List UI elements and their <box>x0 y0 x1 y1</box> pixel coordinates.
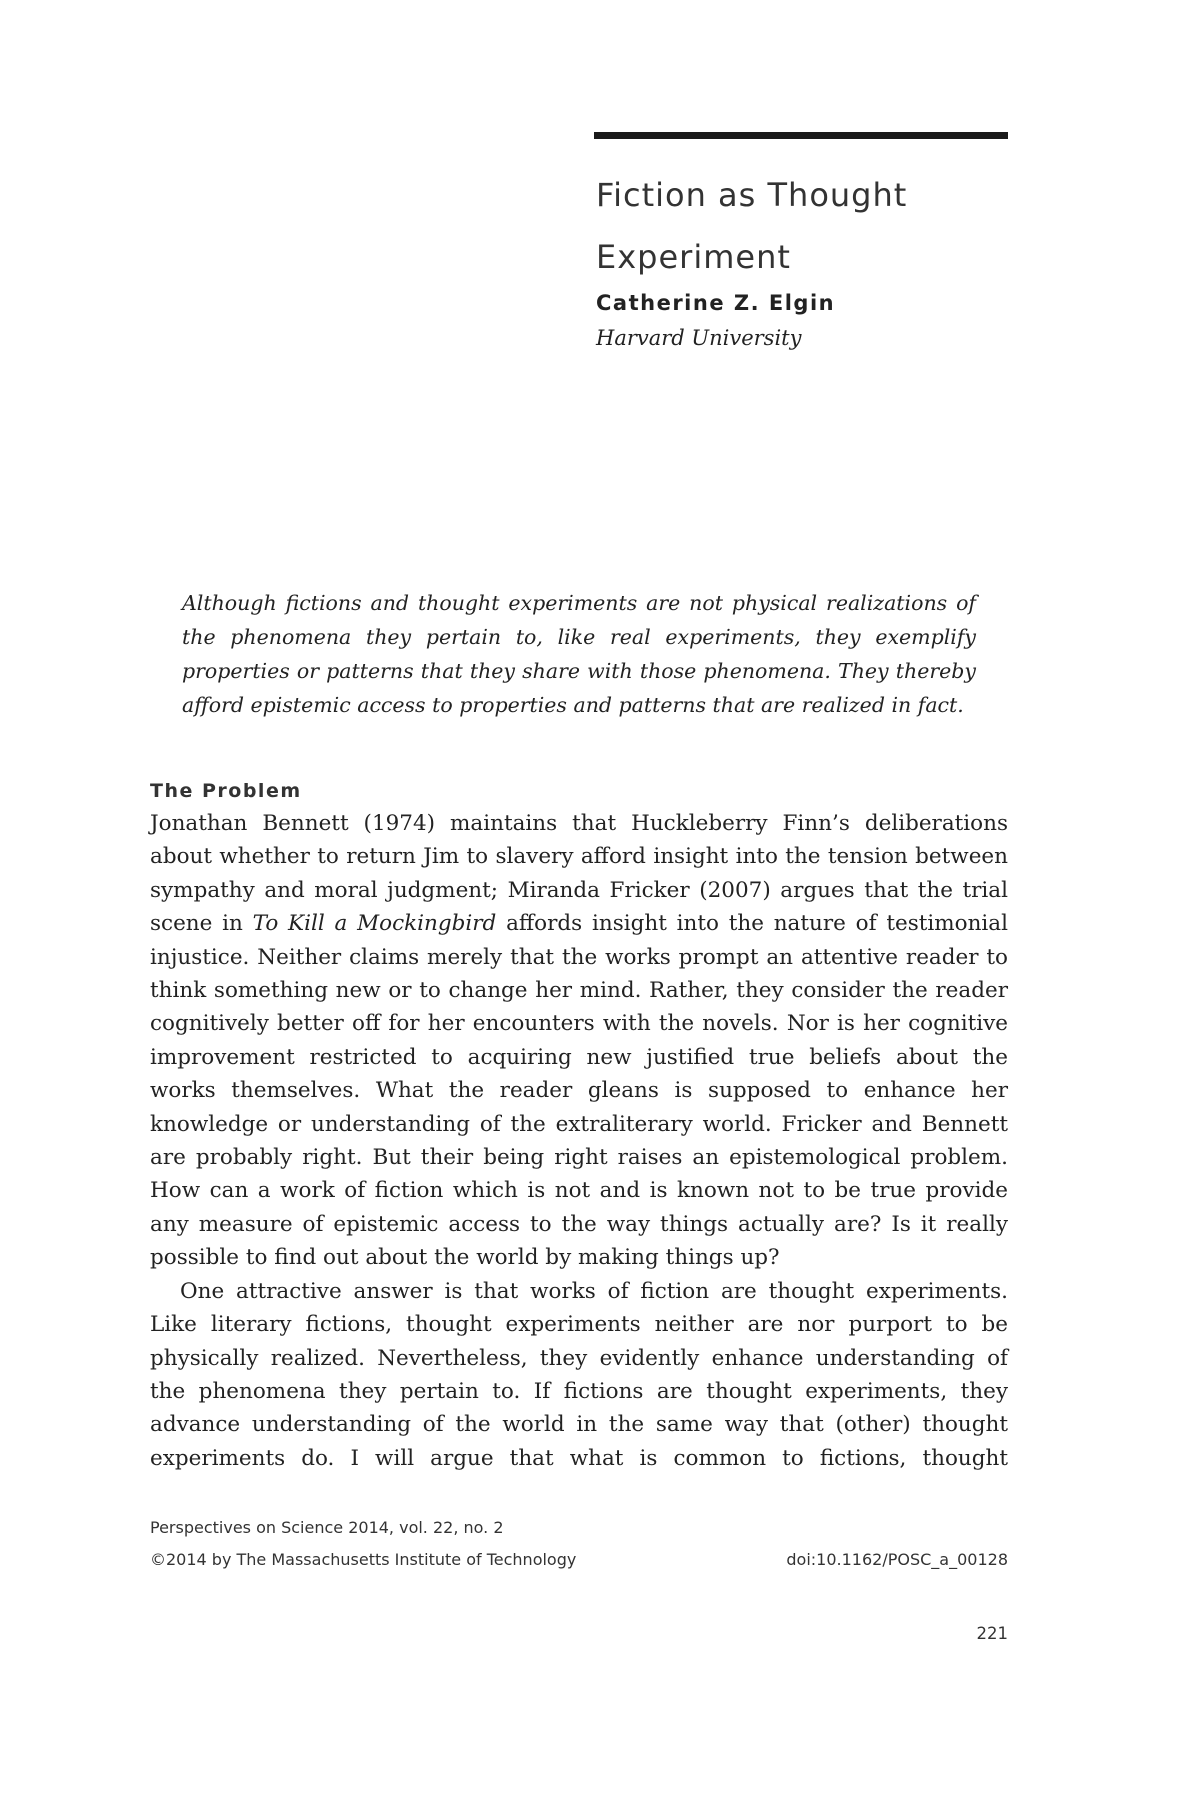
author-affiliation: Harvard University <box>596 326 802 350</box>
page-number: 221 <box>976 1624 1008 1643</box>
author-name: Catherine Z. Elgin <box>596 291 836 315</box>
footer-journal-citation: Perspectives on Science 2014, vol. 22, no. 2 <box>150 1518 504 1537</box>
paragraph-2: One attractive answer is that works of fiction are thought experiments. Like literary fictions, thought experiments neither are nor purport to be physically realized. Nevertheless, they evidently enhance understanding of the phenomena they pertain to. If fictions are thought experiments, they advance understanding of the world in the same way that (other) thought experiments do. I will argue that what is common to fictions, thought <box>150 1278 1008 1471</box>
title-rule <box>594 132 1008 139</box>
footer-copyright: ©2014 by The Massachusetts Institute of Technology <box>150 1550 577 1569</box>
title-line-1: Fiction as Thought <box>596 176 908 214</box>
body-text <box>150 807 1008 1475</box>
book-title-italic: To Kill a Mockingbird <box>252 911 497 937</box>
paragraph-1 <box>150 807 1008 1275</box>
article-title <box>596 164 1016 288</box>
title-line-2: Experiment <box>596 238 791 276</box>
section-heading: The Problem <box>150 780 302 802</box>
abstract: Although fictions and thought experiments are not physical realizations of the phenomena they pertain to, like real experiments, they exemplify properties or patterns that they share with those phenomena. They thereby afford epistemic access to properties and patterns that are realized in fact. <box>182 591 976 717</box>
paragraph-1-part-b: affords insight into the nature of testimonial injustice. Neither claims merely that the works prompt an attentive reader to think something new or to change her mind. Rather, they consider the reader cognitively better off for her encounters with the novels. Nor is her cognitive improvement restricted to acquiring new justified true beliefs about the works themselves. What the reader gleans is supposed to enhance her knowledge or understanding of the extraliterary world. Fricker and Bennett are probably right. But their being right raises an epistemological problem. How can a work of fiction which is not and is known not to be true provide any measure of epistemic access to the way things actually are? Is it really possible to find out about the world by making things up? <box>150 911 1008 1271</box>
paragraph-1-part-a: Jonathan Bennett (1974) maintains that Huckleberry Finn’s deliberations about whether to return Jim to slavery afford insight into the tension between sympathy and moral judgment; Miranda Fricker (2007) argues that the trial scene in <box>150 811 1008 937</box>
footer-doi: doi:10.1162/POSC_a_00128 <box>786 1550 1008 1569</box>
